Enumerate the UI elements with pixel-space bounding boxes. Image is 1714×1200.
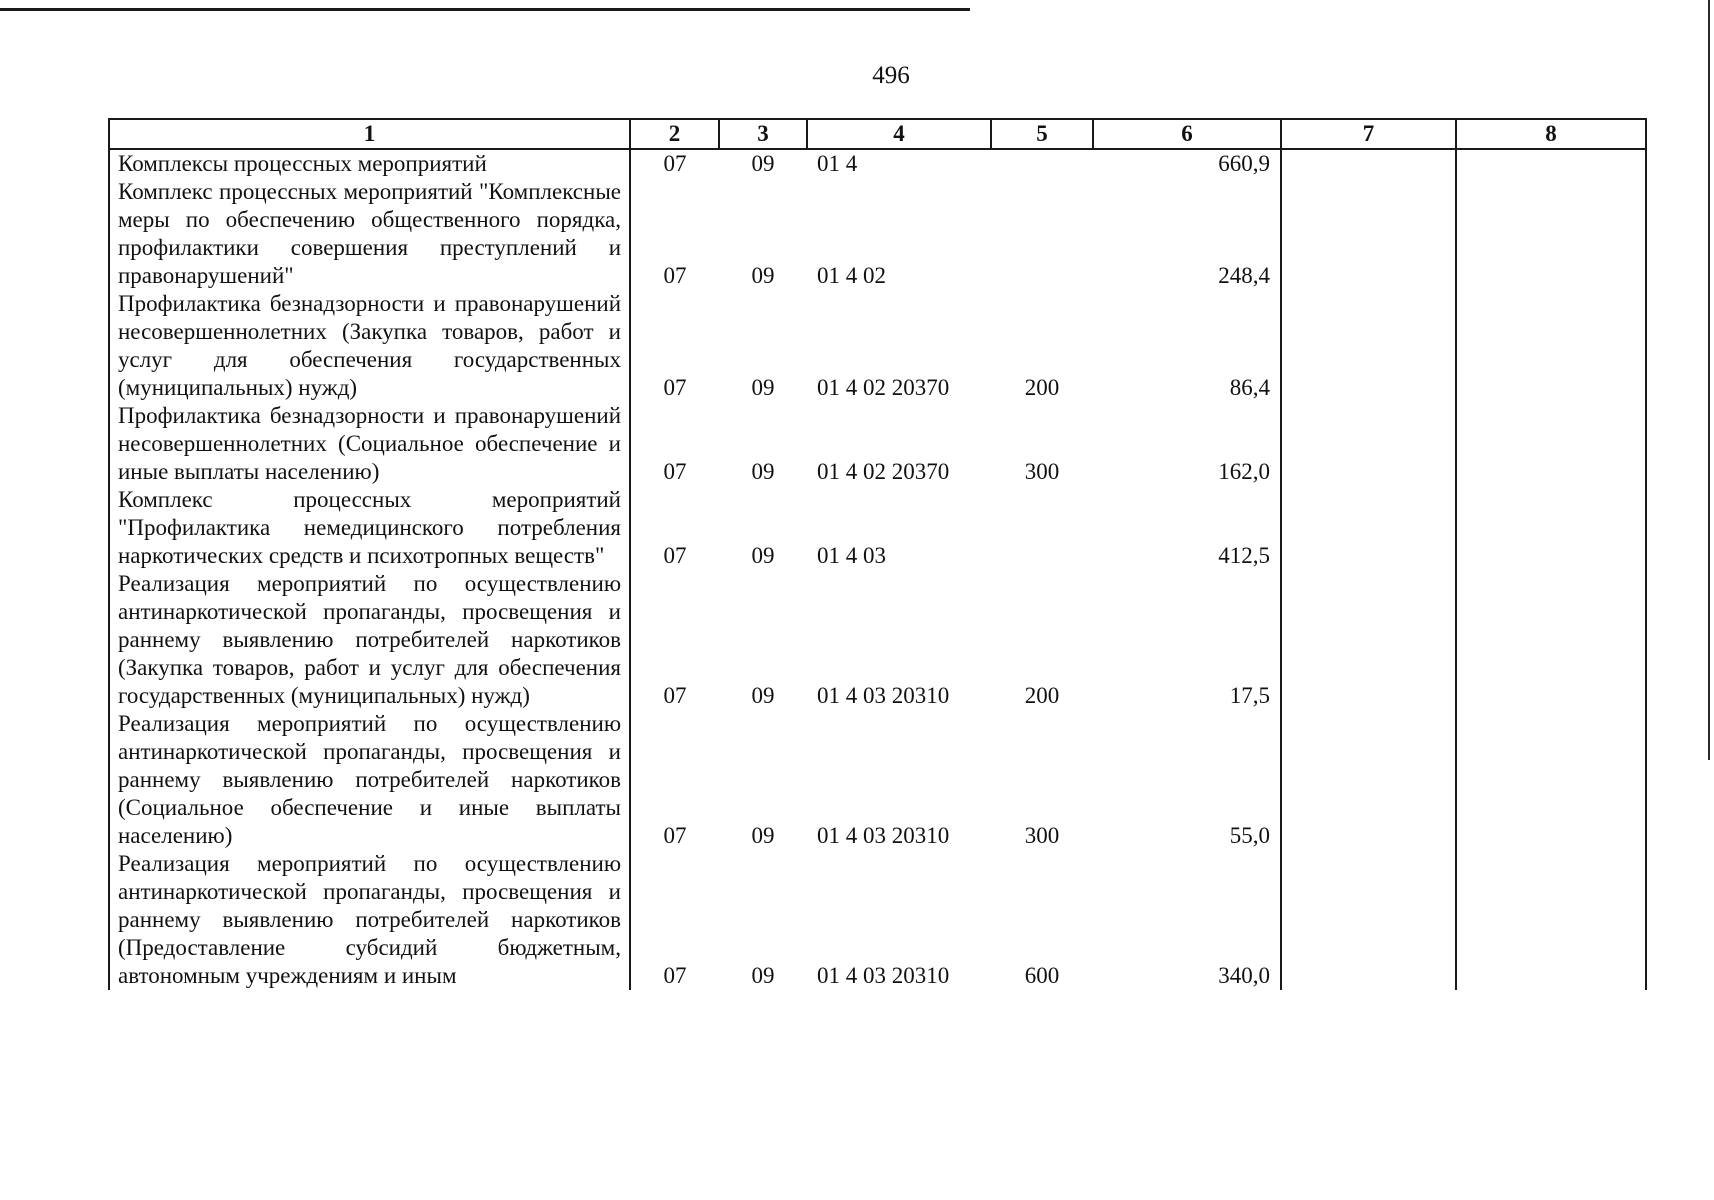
row-col-8: [1456, 486, 1646, 570]
row-name: Комплекс процессных мероприятий "Профилактика немедицинского потребления наркотических средств и психотропных веществ": [109, 486, 630, 570]
row-target-article: 01 4 02: [817, 263, 886, 288]
row-section: 07: [663, 151, 687, 176]
scan-border-right: [1708, 0, 1710, 760]
table-row: [109, 486, 1646, 570]
header-row: [109, 119, 1646, 149]
row-subsection: 09: [751, 263, 775, 288]
row-name: Реализация мероприятий по осуществлению антинаркотической пропаганды, просвещения и раннему выявлению потребителей наркотиков (Социальное обеспечение и иные выплаты населению): [109, 710, 630, 850]
row-col-8: [1456, 850, 1646, 990]
row-col-8: [1456, 290, 1646, 402]
row-expense-type: 300: [1024, 459, 1060, 484]
row-name: Профилактика безнадзорности и правонарушений несовершеннолетних (Закупка товаров, работ и услуг для обеспечения государственных (муниципальных) нужд): [109, 290, 630, 402]
row-section: 07: [663, 263, 687, 288]
table-row: [109, 290, 1646, 402]
row-expense-type: [991, 149, 1093, 178]
row-col-8: [1456, 402, 1646, 486]
header-col-2: 2: [630, 119, 719, 149]
row-amount: 86,4: [1093, 290, 1281, 402]
table-row: [109, 149, 1646, 178]
table-row: [109, 570, 1646, 710]
scan-border-top: [0, 8, 970, 11]
row-amount: 412,5: [1093, 486, 1281, 570]
row-subsection: 09: [751, 151, 775, 176]
row-amount: 55,0: [1093, 710, 1281, 850]
row-target-article: 01 4 03 20310: [817, 823, 950, 848]
row-col-7: [1281, 486, 1456, 570]
row-target-article: 01 4 02 20370: [817, 459, 950, 484]
row-col-7: [1281, 149, 1456, 178]
row-amount: 660,9: [1093, 149, 1281, 178]
row-col-8: [1456, 178, 1646, 290]
row-section: 07: [663, 543, 687, 568]
row-amount: 17,5: [1093, 570, 1281, 710]
row-expense-type: 200: [1024, 683, 1060, 708]
row-name: Комплекс процессных мероприятий "Комплексные меры по обеспечению общественного порядка, профилактики совершения преступлений и правонарушений": [109, 178, 630, 290]
row-col-7: [1281, 178, 1456, 290]
page-number: 496: [872, 62, 910, 89]
row-section: 07: [663, 683, 687, 708]
row-col-7: [1281, 710, 1456, 850]
row-expense-type: [991, 178, 1093, 290]
row-col-8: [1456, 570, 1646, 710]
row-name: Реализация мероприятий по осуществлению антинаркотической пропаганды, просвещения и раннему выявлению потребителей наркотиков (Закупка товаров, работ и услуг для обеспечения государственных (муниципальных) нужд): [109, 570, 630, 710]
row-target-article: 01 4: [817, 151, 858, 176]
table-row: [109, 178, 1646, 290]
row-expense-type: [991, 486, 1093, 570]
row-name: Профилактика безнадзорности и правонарушений несовершеннолетних (Социальное обеспечение и иные выплаты населению): [109, 402, 630, 486]
row-col-8: [1456, 149, 1646, 178]
row-section: 07: [663, 459, 687, 484]
table-body: [109, 149, 1646, 990]
row-col-7: [1281, 402, 1456, 486]
table-row: [109, 402, 1646, 486]
row-amount: 162,0: [1093, 402, 1281, 486]
row-col-7: [1281, 850, 1456, 990]
header-col-1: 1: [109, 119, 630, 149]
row-subsection: 09: [751, 683, 775, 708]
row-amount: 340,0: [1093, 850, 1281, 990]
budget-table: [108, 118, 1647, 990]
row-col-7: [1281, 570, 1456, 710]
row-section: 07: [663, 823, 687, 848]
row-name: Реализация мероприятий по осуществлению антинаркотической пропаганды, просвещения и раннему выявлению потребителей наркотиков (Предоставление субсидий бюджетным, автономным учреждениям и иным: [109, 850, 630, 990]
header-col-4: 4: [807, 119, 991, 149]
row-name: Комплексы процессных мероприятий: [109, 149, 630, 178]
row-subsection: 09: [751, 823, 775, 848]
row-expense-type: 200: [1024, 375, 1060, 400]
row-col-7: [1281, 290, 1456, 402]
row-amount: 248,4: [1093, 178, 1281, 290]
header-col-8: 8: [1456, 119, 1646, 149]
header-col-5: 5: [991, 119, 1093, 149]
row-target-article: 01 4 02 20370: [817, 375, 950, 400]
header-col-6: 6: [1093, 119, 1281, 149]
row-target-article: 01 4 03: [817, 543, 886, 568]
header-col-7: 7: [1281, 119, 1456, 149]
row-subsection: 09: [751, 459, 775, 484]
table-header: [109, 119, 1646, 149]
row-target-article: 01 4 03 20310: [817, 683, 950, 708]
row-section: 07: [663, 963, 687, 988]
row-subsection: 09: [751, 375, 775, 400]
row-col-8: [1456, 710, 1646, 850]
row-expense-type: 300: [1024, 823, 1060, 848]
table-row: [109, 710, 1646, 850]
row-subsection: 09: [751, 963, 775, 988]
header-col-3: 3: [719, 119, 807, 149]
table-row: [109, 850, 1646, 990]
row-target-article: 01 4 03 20310: [817, 963, 950, 988]
row-subsection: 09: [751, 543, 775, 568]
row-expense-type: 600: [1024, 963, 1060, 988]
row-section: 07: [663, 375, 687, 400]
